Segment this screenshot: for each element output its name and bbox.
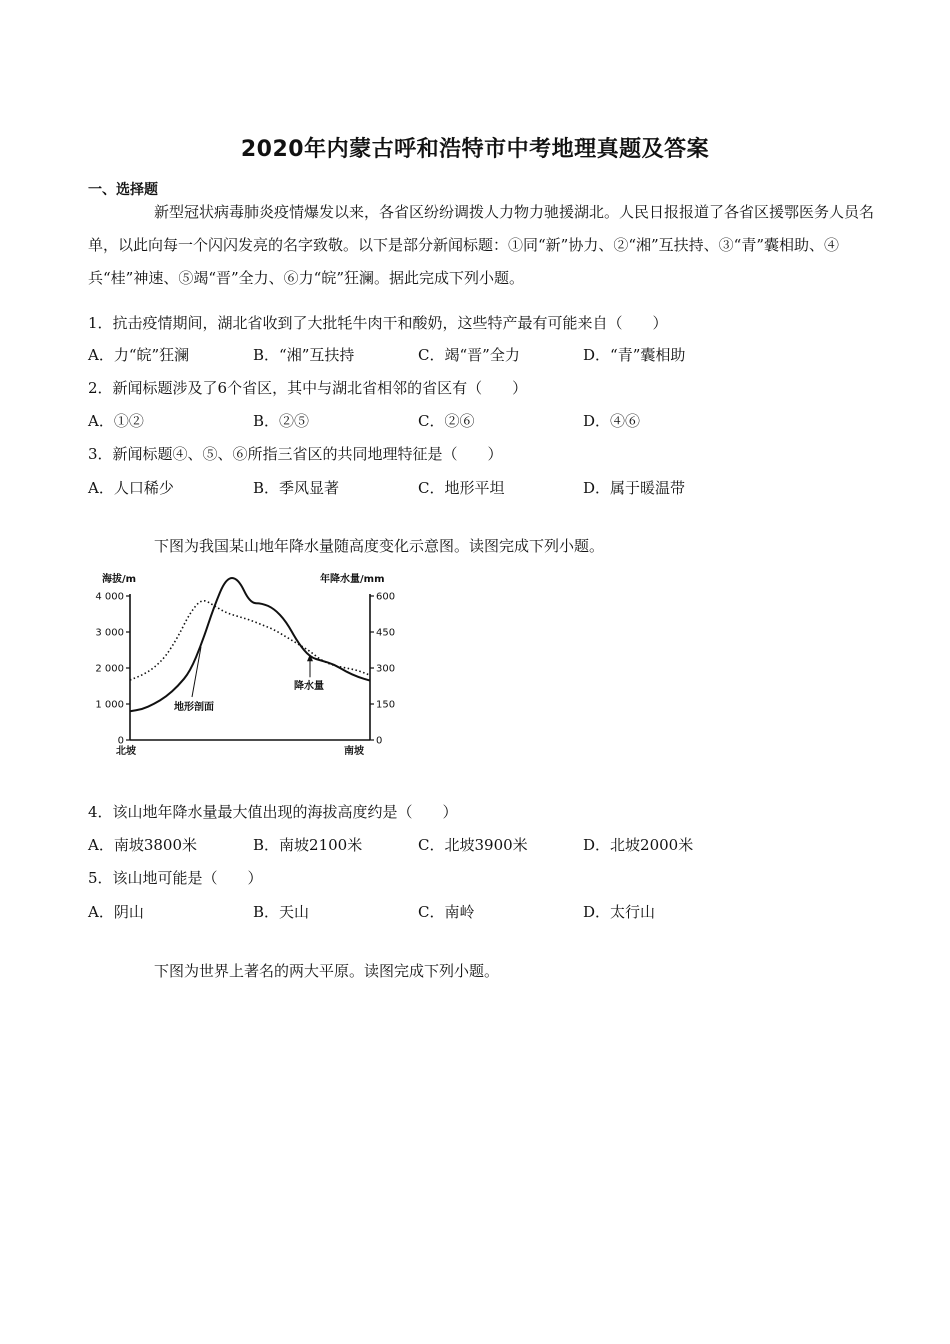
q5-option-a[interactable]: A．阴山 <box>88 903 144 921</box>
right-tick-label: 300 <box>376 663 396 675</box>
q2-option-d[interactable]: D．④⑥ <box>583 412 641 430</box>
terrain-profile-line <box>130 578 370 711</box>
q3-option-a[interactable]: A．人口稀少 <box>88 479 174 497</box>
q3-option-c[interactable]: C．地形平坦 <box>418 479 505 497</box>
question-3-options <box>88 477 848 497</box>
right-tick-label: 150 <box>376 699 396 711</box>
x-label-south-slope: 南坡 <box>344 746 364 757</box>
annotation-terrain: 地形剖面 <box>174 702 214 713</box>
intro-paragraph <box>88 196 888 295</box>
question-1-options <box>88 344 848 364</box>
left-tick-label: 1 000 <box>95 699 124 711</box>
left-tick-label: 4 000 <box>95 591 124 603</box>
right-tick-label: 450 <box>376 627 396 639</box>
section-heading: 一、选择题 <box>88 182 158 198</box>
q2-option-b[interactable]: B．②⑤ <box>253 412 310 430</box>
question-5: 5．该山地可能是（ ） <box>88 869 263 887</box>
right-tick-label: 600 <box>376 591 396 603</box>
question-4: 4．该山地年降水量最大值出现的海拔高度约是（ ） <box>88 803 458 821</box>
q4-option-c[interactable]: C．北坡3900米 <box>418 836 528 854</box>
q2-option-c[interactable]: C．②⑥ <box>418 412 475 430</box>
q1-option-c[interactable]: C．竭“晋”全力 <box>418 346 520 364</box>
q4-option-d[interactable]: D．北坡2000米 <box>583 836 694 854</box>
q3-option-d[interactable]: D．属于暖温带 <box>583 479 686 497</box>
next-intro: 下图为世界上著名的两大平原。读图完成下列小题。 <box>154 962 500 980</box>
right-axis-label: 年降水量/mm <box>320 574 385 585</box>
chart-axes <box>95 572 395 757</box>
question-2: 2．新闻标题涉及了6个省区，其中与湖北省相邻的省区有（ ） <box>88 379 528 397</box>
left-axis-label: 海拔/m <box>102 574 137 585</box>
q5-option-c[interactable]: C．南岭 <box>418 903 475 921</box>
question-2-options <box>88 410 848 430</box>
x-label-north-slope: 北坡 <box>116 746 136 757</box>
left-tick-label: 0 <box>117 735 124 747</box>
question-4-options <box>88 834 848 854</box>
precipitation-line <box>130 601 370 680</box>
q3-option-b[interactable]: B．季风显著 <box>253 479 340 497</box>
chart-intro: 下图为我国某山地年降水量随高度变化示意图。读图完成下列小题。 <box>154 537 605 555</box>
chart-marks <box>130 578 370 713</box>
precipitation-altitude-chart <box>88 562 408 762</box>
document-title: 2020年内蒙古呼和浩特市中考地理真题及答案 <box>240 137 710 162</box>
q1-option-d[interactable]: D．“青”囊相助 <box>583 346 686 364</box>
q5-option-d[interactable]: D．太行山 <box>583 903 656 921</box>
q1-option-a[interactable]: A．力“皖”狂澜 <box>88 346 190 364</box>
question-3: 3．新闻标题④、⑤、⑥所指三省区的共同地理特征是（ ） <box>88 445 503 463</box>
q4-option-b[interactable]: B．南坡2100米 <box>253 836 363 854</box>
q4-option-a[interactable]: A．南坡3800米 <box>88 836 198 854</box>
q5-option-b[interactable]: B．天山 <box>253 903 310 921</box>
q1-option-b[interactable]: B．“湘”互扶持 <box>253 346 355 364</box>
left-tick-label: 2 000 <box>95 663 124 675</box>
question-1: 1．抗击疫情期间，湖北省收到了大批牦牛肉干和酸奶，这些特产最有可能来自（ ） <box>88 314 668 332</box>
question-5-options <box>88 901 848 921</box>
q2-option-a[interactable]: A．①② <box>88 412 144 430</box>
right-tick-label: 0 <box>376 735 383 747</box>
left-tick-label: 3 000 <box>95 627 124 639</box>
intro-paragraph-text: 新型冠状病毒肺炎疫情爆发以来，各省区纷纷调拨人力物力驰援湖北。人民日报报道了各省区援鄂医务人员名单，以此向每一个闪闪发亮的名字致敬。以下是部分新闻标题：①同“新”协力、②“湘”互扶持、③“青”囊相助、④兵“桂”神速、⑤竭“晋”全力、⑥力“皖”狂澜。据此完成下列小题。 <box>88 203 875 287</box>
annotation-precipitation: 降水量 <box>294 681 324 693</box>
